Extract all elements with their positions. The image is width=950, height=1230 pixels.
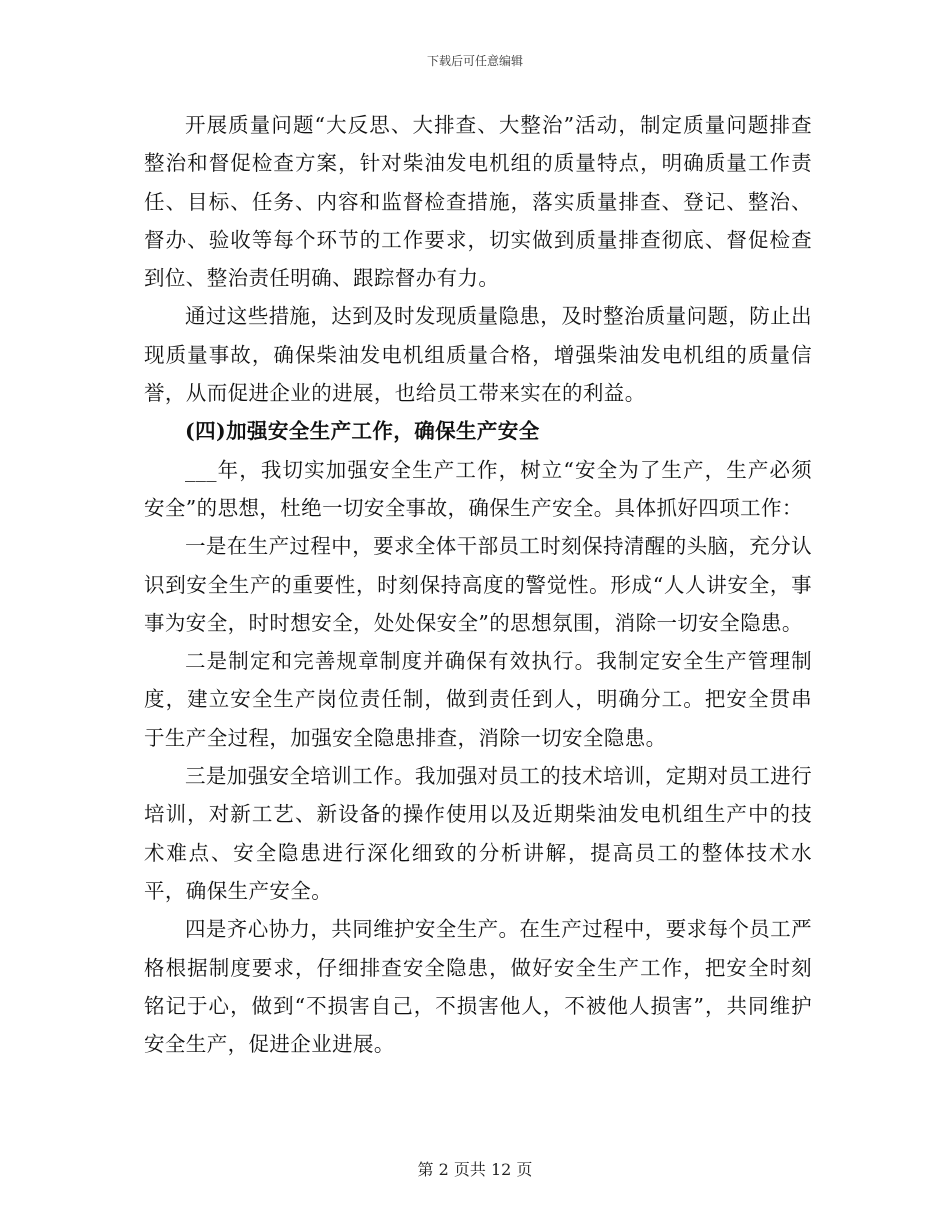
header-note: 下载后可任意编辑 [426, 54, 523, 68]
paragraph-safety-item-3: 三是加强安全培训工作。我加强对员工的技术培训，定期对员工进行培训，对新工艺、新设备的操作使用以及近期柴油发电机组生产中的技术难点、安全隐患进行深化细致的分析讲解，提高员工的整体技术水平，确保生产安全。 [144, 764, 812, 903]
document-body [144, 106, 812, 1063]
paragraph-safety-item-4: 四是齐心协力，共同维护安全生产。在生产过程中，要求每个员工严格根据制度要求，仔细排查安全隐患，做好安全生产工作，把安全时刻铭记于心，做到“不损害自己，不损害他人，不被他人损害”，共同维护安全生产，促进企业进展。 [144, 917, 812, 1057]
paragraph-quality-measures: 通过这些措施，达到及时发现质量隐患，及时整治质量问题，防止出现质量事故，确保柴油发电机组质量合格，增强柴油发电机组的质量信誉，从而促进企业的进展，也给员工带来实在的利益。 [144, 304, 812, 406]
page-number-footer: 第 2 页共 12 页 [417, 1160, 533, 1179]
section-heading-safety: (四)加强安全生产工作，确保生产安全 [185, 419, 540, 444]
paragraph-safety-item-1: 一是在生产过程中，要求全体干部员工时刻保持清醒的头脑，充分认识到安全生产的重要性，时刻保持高度的警觉性。形成“人人讲安全，事事为安全，时时想安全，处处保安全”的思想氛围，消除一切安全隐患。 [144, 534, 812, 635]
paragraph-quality-activity: 开展质量问题“大反思、大排查、大整治”活动，制定质量问题排查整治和督促检查方案，针对柴油发电机组的质量特点，明确质量工作责任、目标、任务、内容和监督检查措施，落实质量排查、登记、整治、督办、验收等每个环节的工作要求，切实做到质量排查彻底、督促检查到位、整治责任明确、跟踪督办有力。 [144, 113, 812, 291]
paragraph-safety-item-2: 二是制定和完善规章制度并确保有效执行。我制定安全生产管理制度，建立安全生产岗位责任制，做到责任到人，明确分工。把安全贯串于生产全过程，加强安全隐患排查，消除一切安全隐患。 [144, 649, 812, 750]
paragraph-safety-intro: ___年，我切实加强安全生产工作，树立“安全为了生产，生产必须安全”的思想，杜绝一切安全事故，确保生产安全。具体抓好四项工作： [144, 457, 812, 520]
